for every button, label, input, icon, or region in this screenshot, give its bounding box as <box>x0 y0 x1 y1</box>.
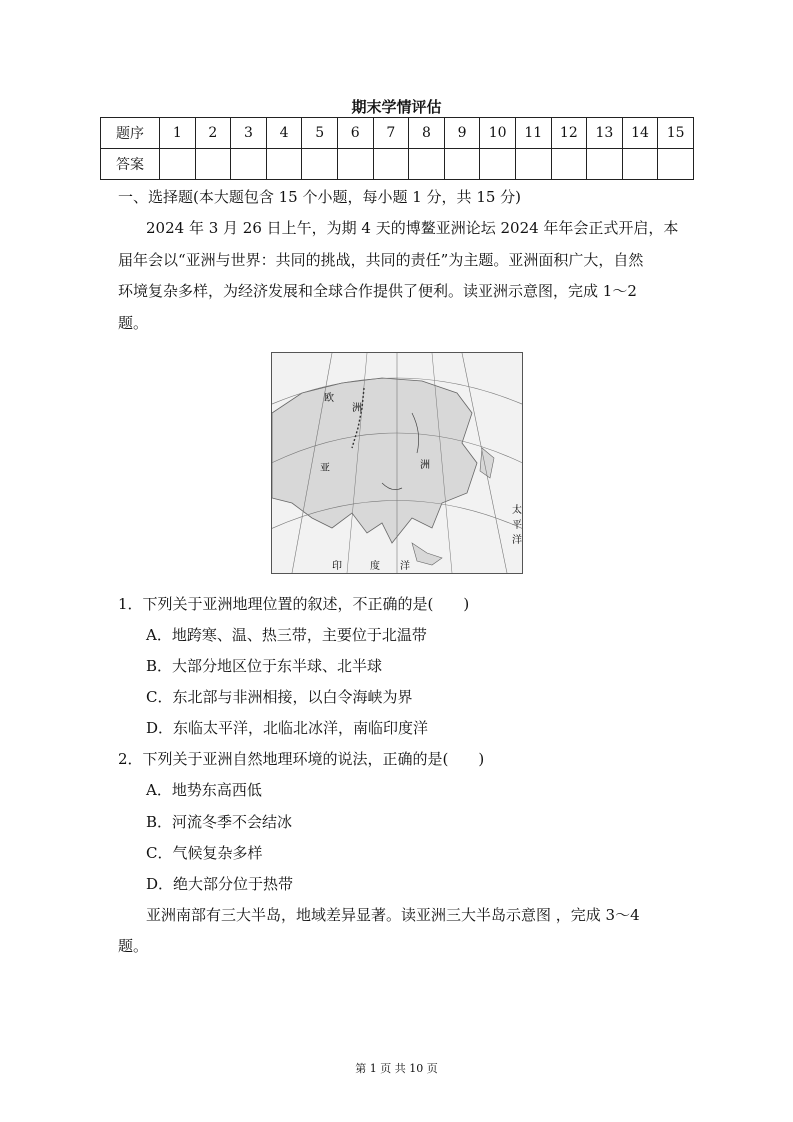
question-number-cell: 14 <box>622 118 658 149</box>
answer-table-answer-row <box>101 149 694 180</box>
question-1-stem: 1．下列关于亚洲地理位置的叙述，不正确的是( ) <box>118 595 470 613</box>
answer-table-row-label: 题序 <box>101 118 160 149</box>
question-number-cell: 8 <box>409 118 445 149</box>
answer-cell[interactable] <box>515 149 551 180</box>
question-number-cell: 3 <box>231 118 267 149</box>
page-title: 期末学情评估 <box>351 98 442 116</box>
intro-line: 题。 <box>118 314 149 332</box>
question-1-option-c[interactable]: C．东北部与非洲相接，以白令海峡为界 <box>146 688 413 706</box>
answer-cell[interactable] <box>160 149 196 180</box>
answer-cell[interactable] <box>231 149 267 180</box>
question-number-cell: 12 <box>551 118 587 149</box>
question-number-cell: 11 <box>515 118 551 149</box>
section2-line: 题。 <box>118 937 149 955</box>
question-2-stem: 2．下列关于亚洲自然地理环境的说法，正确的是( ) <box>118 750 485 768</box>
section-heading: 一、选择题(本大题包含 15 个小题，每小题 1 分，共 15 分) <box>118 188 522 206</box>
page-footer: 第 1 页 共 10 页 <box>355 1062 438 1075</box>
answer-cell[interactable] <box>587 149 623 180</box>
question-1-option-b[interactable]: B．大部分地区位于东半球、北半球 <box>146 657 383 675</box>
map-label-indian: 印 <box>332 561 342 572</box>
map-label-asia: 亚 <box>320 463 330 474</box>
question-number-cell: 10 <box>480 118 516 149</box>
asia-map <box>271 352 523 574</box>
intro-line: 届年会以“亚洲与世界：共同的挑战，共同的责任”为主题。亚洲面积广大，自然 <box>118 251 644 269</box>
question-2-option-d[interactable]: D．绝大部分位于热带 <box>146 875 294 893</box>
answer-cell[interactable] <box>373 149 409 180</box>
answer-table-row-label: 答案 <box>101 149 160 180</box>
map-label-indian-2: 度 <box>370 561 380 572</box>
question-number-cell: 9 <box>444 118 480 149</box>
answer-cell[interactable] <box>195 149 231 180</box>
map-label-asia-2: 洲 <box>420 460 430 471</box>
question-number-cell: 15 <box>658 118 694 149</box>
answer-cell[interactable] <box>337 149 373 180</box>
question-number-cell: 13 <box>587 118 623 149</box>
answer-cell[interactable] <box>622 149 658 180</box>
intro-line: 2024 年 3 月 26 日上午，为期 4 天的博鳌亚洲论坛 2024 年年会正式开启，本 <box>146 219 679 237</box>
map-label-pacific-2: 平 <box>512 520 522 531</box>
question-number-cell: 1 <box>160 118 196 149</box>
map-label-europe: 欧 <box>324 393 334 404</box>
asia-map-drawing <box>272 353 522 573</box>
map-label-europe-2: 洲 <box>352 403 362 414</box>
question-number-cell: 6 <box>337 118 373 149</box>
map-label-pacific-3: 洋 <box>512 535 522 546</box>
answer-cell[interactable] <box>658 149 694 180</box>
intro-line: 环境复杂多样，为经济发展和全球合作提供了便利。读亚洲示意图，完成 1～2 <box>118 282 637 300</box>
question-1-option-d[interactable]: D．东临太平洋，北临北冰洋，南临印度洋 <box>146 719 429 737</box>
question-number-cell: 2 <box>195 118 231 149</box>
question-2-option-b[interactable]: B．河流冬季不会结冰 <box>146 813 293 831</box>
question-2-option-a[interactable]: A．地势东高西低 <box>146 781 262 799</box>
answer-cell[interactable] <box>444 149 480 180</box>
question-number-cell: 7 <box>373 118 409 149</box>
question-number-cell: 4 <box>266 118 302 149</box>
map-label-pacific: 太 <box>512 505 522 516</box>
question-number-cell: 5 <box>302 118 338 149</box>
answer-cell[interactable] <box>480 149 516 180</box>
section2-line: 亚洲南部有三大半岛，地域差异显著。读亚洲三大半岛示意图 ，完成 3～4 <box>146 906 640 924</box>
answer-cell[interactable] <box>302 149 338 180</box>
question-1-option-a[interactable]: A．地跨寒、温、热三带，主要位于北温带 <box>146 626 427 644</box>
question-2-option-c[interactable]: C．气候复杂多样 <box>146 844 263 862</box>
answer-cell[interactable] <box>266 149 302 180</box>
answer-cell[interactable] <box>551 149 587 180</box>
map-label-indian-3: 洋 <box>400 561 410 572</box>
answer-cell[interactable] <box>409 149 445 180</box>
answer-table <box>100 117 694 180</box>
answer-table-header-row <box>101 118 694 149</box>
